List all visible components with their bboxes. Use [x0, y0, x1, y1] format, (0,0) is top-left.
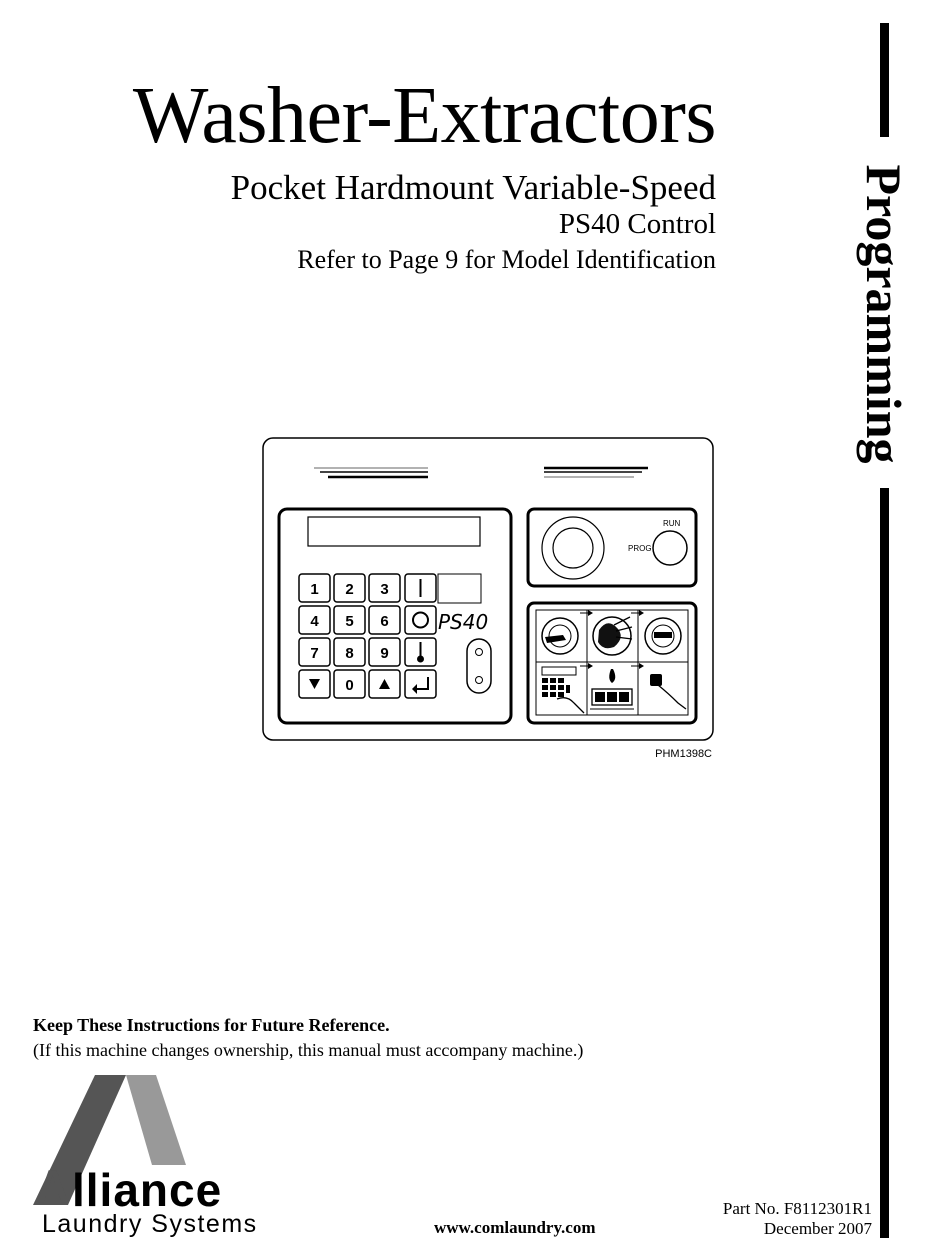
svg-text:9: 9: [380, 645, 389, 662]
instruction-pictograms: [528, 603, 696, 723]
svg-text:5: 5: [345, 613, 354, 630]
key-enter-icon: [405, 670, 436, 698]
run-button: [653, 531, 687, 565]
key-switch-icon: [467, 639, 491, 693]
publication-date: December 2007: [763, 1219, 872, 1238]
key-5: [334, 606, 365, 634]
control-panel-illustration: [262, 437, 714, 742]
key-thermometer-icon: [405, 638, 436, 666]
document-subtitle: Pocket Hardmount Variable-Speed: [230, 168, 716, 207]
key-7: [299, 638, 330, 666]
key-0: [334, 670, 365, 698]
key-circle-icon: [405, 606, 436, 634]
logo-subtitle: Laundry Systems: [42, 1210, 258, 1238]
keep-instructions-notice: Keep These Instructions for Future Reference.: [33, 1015, 390, 1035]
svg-text:0: 0: [345, 677, 354, 694]
key-up-icon: [369, 670, 400, 698]
svg-text:6: 6: [380, 613, 389, 630]
website-url: www.comlaundry.com: [434, 1218, 596, 1237]
key-4: [299, 606, 330, 634]
ownership-notice: (If this machine changes ownership, this manual must accompany machine.): [33, 1040, 584, 1060]
key-1: [299, 574, 330, 602]
svg-text:1: 1: [310, 581, 319, 598]
led-window: [438, 574, 481, 603]
svg-text:3: 3: [380, 581, 389, 598]
svg-text:2: 2: [345, 581, 354, 598]
part-number: Part No. F8112301R1: [722, 1199, 872, 1218]
svg-text:8: 8: [345, 645, 354, 662]
side-tab-bar-bottom: [880, 488, 889, 1238]
side-tab-label: Programming: [856, 164, 912, 464]
logo-word: lliance: [72, 1164, 223, 1216]
model-reference: Refer to Page 9 for Model Identification: [297, 245, 716, 274]
key-2: [334, 574, 365, 602]
run-label: RUN: [663, 519, 681, 528]
figure-id: PHM1398C: [655, 748, 712, 760]
control-name: PS40 Control: [558, 208, 716, 240]
key-down-icon: [299, 670, 330, 698]
key-bar-icon: [405, 574, 436, 602]
key-8: [334, 638, 365, 666]
ps40-brand: PS40: [438, 610, 489, 634]
svg-text:7: 7: [310, 645, 319, 662]
key-9: [369, 638, 400, 666]
svg-text:4: 4: [310, 613, 319, 630]
document-title: Washer-Extractors: [132, 72, 716, 160]
lcd-display: [308, 517, 480, 546]
logo-letter-a: A: [36, 1160, 70, 1212]
key-6: [369, 606, 400, 634]
dial-inner: [553, 528, 593, 568]
key-3: [369, 574, 400, 602]
prog-label: PROG: [628, 544, 652, 553]
